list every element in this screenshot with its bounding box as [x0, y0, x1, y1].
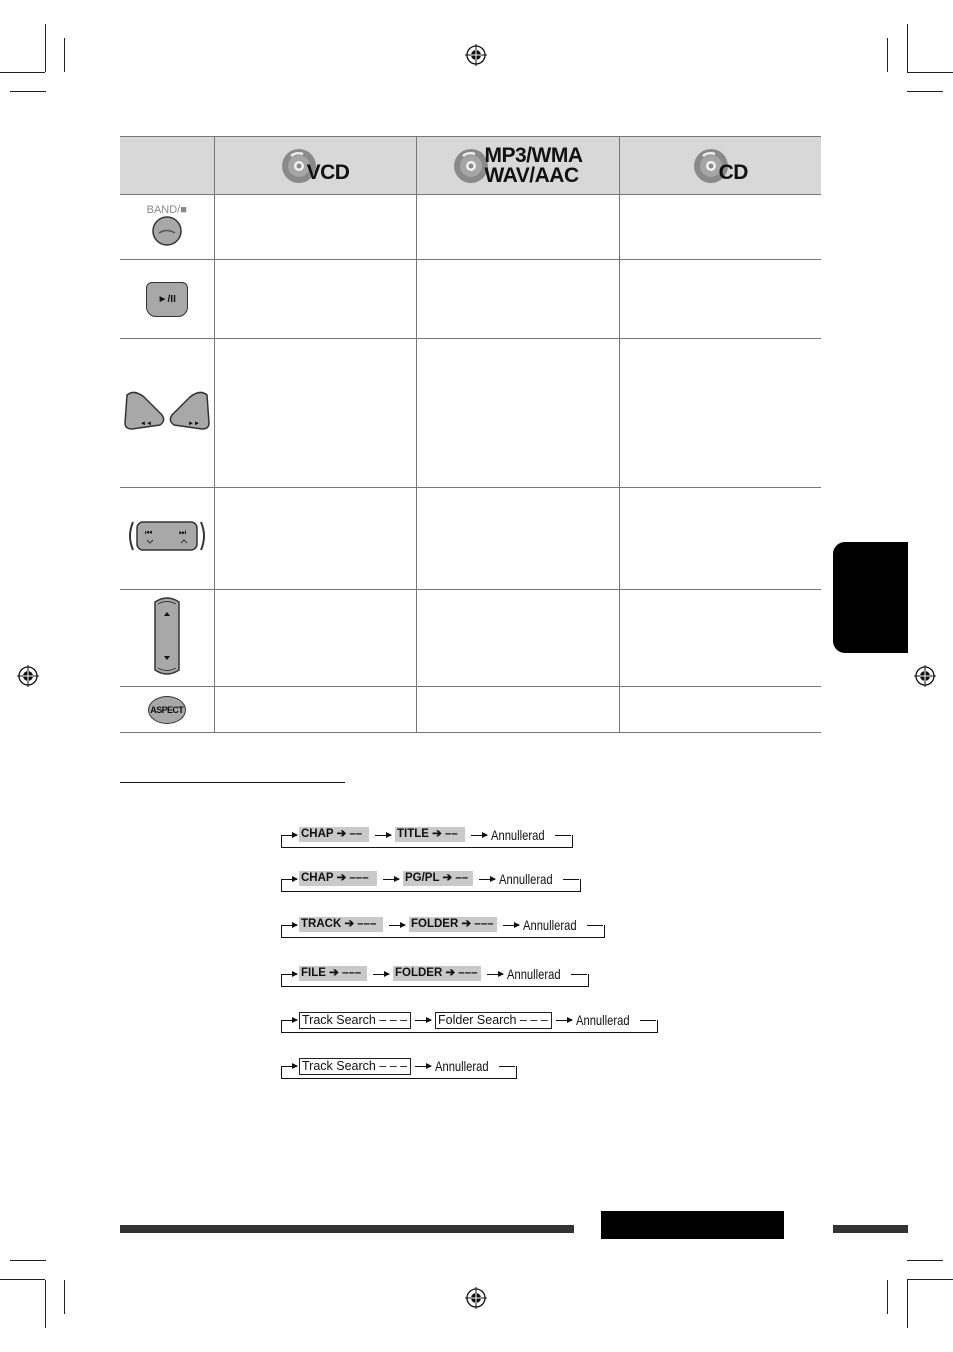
loop-line [499, 1066, 515, 1067]
aspect-label: ASPECT [150, 704, 184, 715]
play-pause-cell [120, 260, 214, 339]
language-tab [833, 542, 908, 653]
loop-line [640, 1020, 656, 1021]
cell-vcd [214, 195, 416, 260]
crop-mark [45, 24, 46, 72]
registration-mark-icon [914, 665, 936, 687]
registration-mark-icon [17, 665, 39, 687]
band-stop-button[interactable] [150, 216, 184, 246]
sequence-step: FOLDER ➔ ––– [409, 917, 497, 932]
sequence-step: Track Search – – – [299, 1058, 411, 1075]
footer-bar [833, 1225, 908, 1233]
loop-line [281, 974, 589, 987]
crop-mark [45, 1280, 46, 1328]
loop-line [563, 879, 579, 880]
header-row [120, 137, 821, 195]
crop-mark [887, 38, 888, 72]
sequence-end-label: Annullerad [491, 827, 545, 843]
sequence-end-label: Annullerad [507, 966, 561, 982]
cell-vcd [214, 687, 416, 733]
header-mp3 [416, 137, 619, 195]
sequence-step: FOLDER ➔ ––– [393, 966, 481, 981]
sequence-step: FILE ➔ ––– [299, 966, 367, 981]
sequence-step: Track Search – – – [299, 1012, 411, 1029]
disc-label-wav-aac: WAV/AAC [484, 163, 579, 187]
sequence-step: Folder Search – – – [435, 1012, 552, 1029]
band-stop-cell [120, 195, 214, 260]
cell-vcd [214, 260, 416, 339]
crop-mark [907, 1279, 953, 1280]
section-heading-rule [120, 782, 345, 783]
prev-next-cell [120, 488, 214, 590]
table-row [120, 195, 821, 260]
crop-mark [0, 1279, 45, 1280]
disc-icon [453, 148, 489, 184]
registration-mark-icon [465, 1287, 487, 1309]
crop-mark [10, 1260, 46, 1261]
table-row [120, 687, 821, 733]
rew-ff-cell [120, 339, 214, 488]
prev-icon: ⏮ [144, 528, 152, 537]
play-pause-button[interactable] [146, 282, 188, 317]
cell-vcd [214, 488, 416, 590]
sequence-end-label: Annullerad [523, 917, 577, 933]
loop-line [555, 835, 571, 836]
loop-line [571, 974, 587, 975]
band-label: BAND/■ [146, 203, 187, 216]
rewind-fastforward-buttons[interactable] [122, 389, 212, 433]
sequence-end-label: Annullerad [576, 1012, 630, 1028]
sequence-step: CHAP ➔ ––– [299, 871, 377, 886]
play-pause-icon: ►/II [157, 293, 176, 305]
crop-mark [907, 1280, 908, 1328]
next-icon: ⏭ [178, 528, 186, 537]
disc-label-cd: CD [718, 160, 748, 184]
cell-mp3 [416, 195, 619, 260]
header-blank [120, 137, 214, 195]
rewind-icon: ◄◄ [139, 420, 152, 427]
operation-table [120, 136, 821, 733]
cell-mp3 [416, 687, 619, 733]
sequence-step: PG/PL ➔ –– [403, 871, 473, 886]
disc-label-mp3-wma: MP3/WMA [484, 143, 583, 167]
cell-cd [619, 339, 821, 488]
loop-line [587, 925, 603, 926]
loop-line [281, 879, 581, 892]
loop-line [281, 1066, 517, 1079]
table-row [120, 339, 821, 488]
table-row [120, 260, 821, 339]
sequence-end-label: Annullerad [435, 1058, 489, 1074]
cell-cd [619, 590, 821, 687]
footer-bar [120, 1225, 574, 1233]
crop-mark [64, 1280, 65, 1314]
crop-mark [907, 91, 943, 92]
cell-cd [619, 260, 821, 339]
cell-cd [619, 488, 821, 590]
up-down-cell [120, 590, 214, 687]
header-cd [619, 137, 821, 195]
aspect-cell [120, 687, 214, 733]
header-vcd [214, 137, 416, 195]
prev-next-rocker[interactable] [127, 520, 207, 552]
sequence-end-label: Annullerad [499, 871, 553, 887]
cell-mp3 [416, 339, 619, 488]
cell-cd [619, 195, 821, 260]
sequence-step: TITLE ➔ –– [395, 827, 465, 842]
page-number-box [601, 1211, 784, 1239]
crop-mark [0, 72, 45, 73]
sequence-step: CHAP ➔ –– [299, 827, 369, 842]
crop-mark [907, 24, 908, 72]
registration-mark-icon [465, 44, 487, 66]
cell-mp3 [416, 590, 619, 687]
table-row [120, 488, 821, 590]
table-row [120, 590, 821, 687]
cell-mp3 [416, 488, 619, 590]
disc-label-vcd: VCD [306, 160, 350, 184]
loop-line [281, 1020, 658, 1033]
crop-mark [64, 38, 65, 72]
loop-line [281, 835, 573, 848]
crop-mark [907, 72, 953, 73]
cell-mp3 [416, 260, 619, 339]
aspect-button[interactable] [148, 696, 186, 724]
fastforward-icon: ►► [187, 420, 200, 427]
up-down-rocker[interactable] [152, 596, 182, 676]
loop-line [281, 925, 605, 938]
crop-mark [907, 1260, 943, 1261]
crop-mark [887, 1280, 888, 1314]
cell-vcd [214, 590, 416, 687]
cell-cd [619, 687, 821, 733]
crop-mark [10, 91, 46, 92]
cell-vcd [214, 339, 416, 488]
sequence-step: TRACK ➔ ––– [299, 917, 383, 932]
